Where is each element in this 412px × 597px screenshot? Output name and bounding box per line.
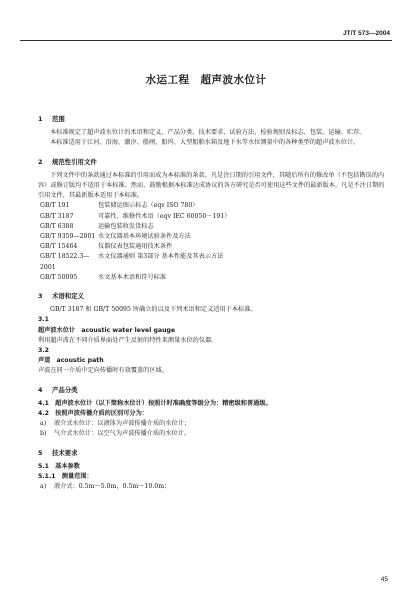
reference-name: 水文仪器通则 第3部分 基本性能及其表示方法 — [98, 253, 224, 261]
section-4-heading — [38, 385, 388, 395]
section-2-heading — [38, 157, 388, 167]
standard-number: JT/T 573—2004 — [343, 30, 390, 37]
reference-code: GB/T 9359—2001 — [40, 233, 96, 241]
term-number: 3.2 — [38, 347, 49, 355]
reference-row — [38, 201, 388, 211]
reference-code: GB/T 6388 — [40, 222, 74, 230]
reference-code: GB/T 50095 — [40, 273, 78, 281]
section-5-heading — [38, 448, 388, 458]
reference-row — [38, 242, 388, 252]
reference-row — [38, 273, 388, 283]
section-number: 5 — [38, 448, 43, 457]
section-number: 1 — [38, 115, 43, 123]
reference-name: 仪器仪表包装通用技术条件 — [98, 243, 173, 251]
term-definition: 声波在同一介质中定向传播时有效覆盖的区域。 — [38, 367, 168, 375]
list-item — [38, 482, 388, 492]
section-title: 术语和定义 — [52, 292, 84, 301]
reference-code: GB/T 15464 — [40, 243, 78, 251]
term-number: 3.1 — [38, 316, 49, 324]
list-text: 气介式水位计：以空气为声波传播介质的水位计。 — [54, 430, 191, 438]
reference-name: 可靠性、维修性术语（eqv IEC 60050－191） — [98, 212, 231, 220]
list-label: b) — [40, 430, 47, 438]
section-1-heading — [38, 114, 388, 124]
subsection-heading: 5.1 基本参数 — [38, 462, 80, 470]
list-label: a) — [40, 483, 47, 491]
reference-row — [38, 212, 388, 222]
reference-row — [38, 252, 388, 272]
list-text: 液介式：0.5m～5.0m，0.5m～10.0m； — [54, 483, 171, 491]
list-item — [38, 429, 388, 439]
reference-row — [38, 232, 388, 242]
section-number: 2 — [38, 157, 43, 166]
reference-code: GB/T 18522.3—2001 — [40, 253, 90, 271]
term-entry: 超声波水位计 acoustic water level gauge — [38, 326, 176, 334]
paragraph: 本标准适用于江河、沿海、潮汐、船闸、船坞、大型船舶水箱及地下水等水位测量中的各种类型的超声波水位计。 — [50, 139, 360, 147]
reference-name: 水文仪器基本环境试验条件及方法 — [98, 233, 191, 241]
header-rule — [20, 40, 392, 41]
section-title: 技术要求 — [52, 448, 78, 457]
section-title: 范围 — [52, 115, 65, 123]
reference-name: 运输包装收发货标志 — [98, 222, 154, 230]
reference-list — [38, 201, 388, 283]
document-title: 水运工程 超声波水位计 — [145, 74, 267, 86]
section-number: 4 — [38, 385, 43, 394]
term-entry: 声道 acoustic path — [38, 357, 104, 365]
term-definition: 利用超声波在不同介质界面处产生反射的特性来测量水位的仪器。 — [38, 336, 218, 344]
list-text: 液介式水位计：以液体为声波传播介质的水位计； — [54, 420, 191, 428]
reference-name: 水文基本术语和符号标准 — [98, 273, 167, 281]
section-3-heading — [38, 291, 388, 301]
list-item — [38, 419, 388, 429]
section-title: 产品分类 — [52, 385, 78, 394]
paragraph: 本标准规定了超声波水位计的术语和定义、产品分类、技术要求、试验方法、检验规则及标志、包装、运输、贮存。 — [50, 129, 366, 137]
paragraph: 下列文件中的条款通过本标准的引用而成为本标准的条款。凡是注日期的引用文件，其随后所有的修改单（不包括勘误的内容）或修订版均不适用于本标准，然而，鼓励根据本标准达成协议的各方研究是否可使用这些文件的最新版本。凡是不注日期的引用文件，其最新版本适用于本标准。 — [38, 171, 385, 200]
subsection-heading: 5.1.1 测量范围： — [38, 473, 93, 481]
section-title: 规范性引用文件 — [52, 157, 97, 166]
clause: 4.2 按照声波传播介质的区别可分为： — [38, 410, 148, 418]
paragraph: GB/T 3187 和 GB/T 50095 所确立的以及下列术语和定义适用于本标准。 — [50, 306, 257, 314]
reference-code: GB/T 191 — [40, 202, 70, 210]
reference-name: 包装储运图示标志（eqv ISO 780） — [98, 202, 199, 210]
list-label: a) — [40, 420, 47, 428]
document-body — [38, 114, 388, 493]
section-number: 3 — [38, 292, 43, 301]
clause: 4.1 超声波水位计（以下简称水位计）按照计时准确度等级分为：精密级和普通级。 — [38, 399, 272, 407]
page-number: 45 — [380, 576, 388, 583]
reference-row — [38, 222, 388, 232]
reference-code: GB/T 3187 — [40, 212, 74, 220]
